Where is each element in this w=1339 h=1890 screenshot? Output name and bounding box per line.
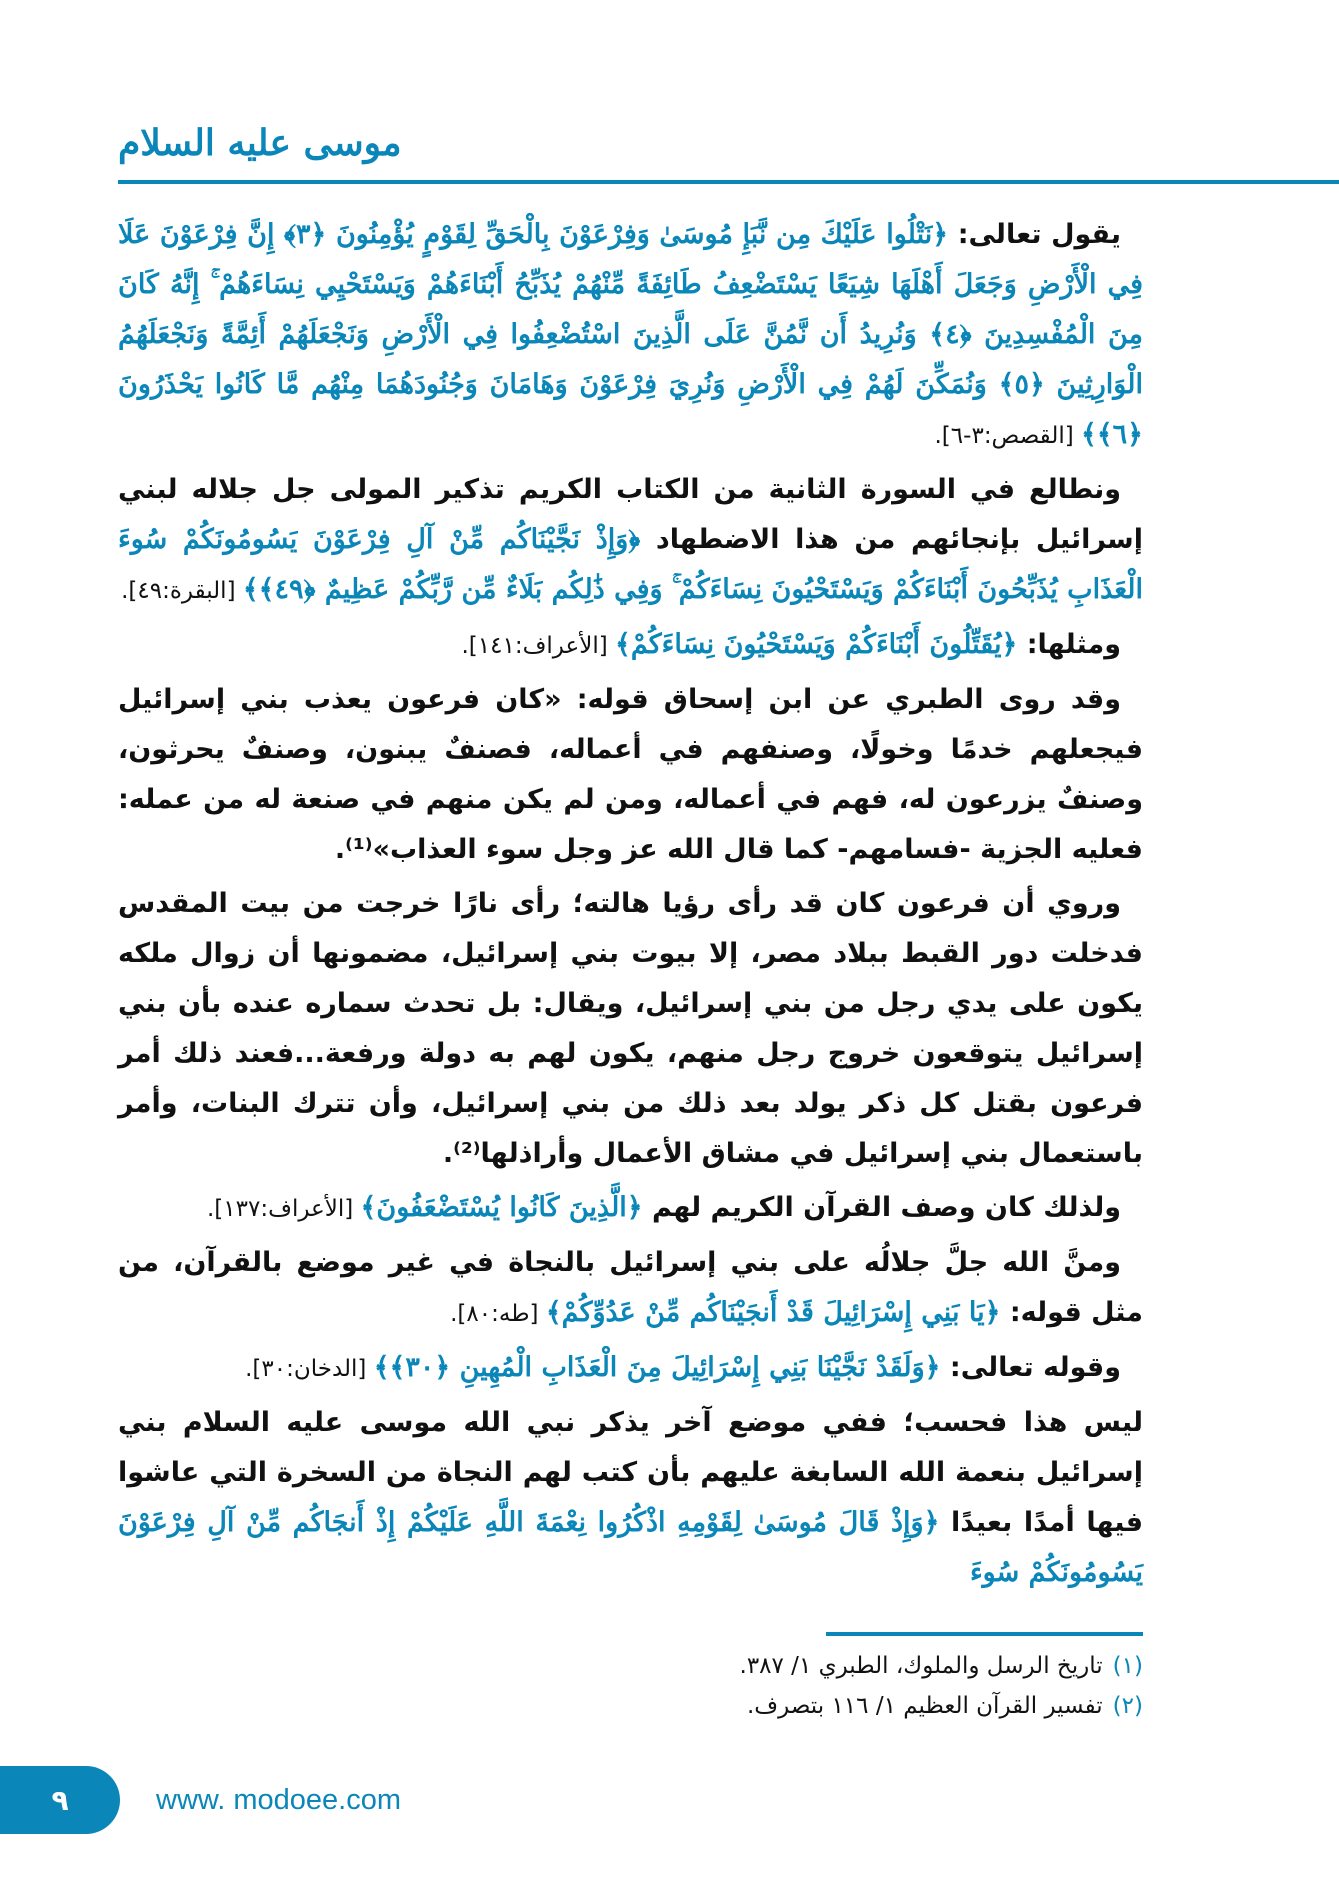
running-header-title: موسى عليه السلام — [118, 122, 402, 164]
verse-reference: [البقرة:٤٩]. — [121, 578, 243, 604]
quran-verse: ﴿الَّذِينَ كَانُوا يُسْتَضْعَفُونَ﴾ — [360, 1192, 643, 1223]
verse-reference: [الدخان:٣٠]. — [245, 1356, 374, 1382]
footnote-number: (١) — [1112, 1653, 1143, 1679]
paragraph — [118, 1238, 1143, 1339]
footnote-1 — [118, 1646, 1143, 1686]
body-text — [118, 210, 1143, 1602]
quran-verse: ﴿يُقَتِّلُونَ أَبْنَاءَكُمْ وَيَسْتَحْيُونَ نِسَاءَكُمْ﴾ — [615, 629, 1018, 660]
paragraph — [118, 1343, 1143, 1394]
verse-reference: [الأعراف:١٣٧]. — [207, 1196, 361, 1222]
paragraph — [118, 210, 1143, 461]
paragraph-text: وقوله تعالى: — [940, 1352, 1121, 1383]
quran-verse: ﴿نَتْلُوا عَلَيْكَ مِن نَّبَإِ مُوسَىٰ وَفِرْعَوْنَ بِالْحَقِّ لِقَوْمٍ يُؤْمِنُونَ ﴿٣﴾ إِنَّ فِرْعَوْنَ عَلَا فِي الْأَرْضِ وَجَعَلَ أَهْلَهَا شِيَعًا يَسْتَضْعِفُ طَائِفَةً مِّنْهُمْ يُذَبِّحُ أَبْنَاءَهُمْ وَيَسْتَحْيِي نِسَاءَهُمْ ۚ إِنَّهُ كَانَ مِنَ الْمُفْسِدِينَ ﴿٤﴾ وَنُرِيدُ أَن نَّمُنَّ عَلَى الَّذِينَ اسْتُضْعِفُوا فِي الْأَرْضِ وَنَجْعَلَهُمْ أَئِمَّةً وَنَجْعَلَهُمُ الْوَارِثِينَ ﴿٥﴾ وَنُمَكِّنَ لَهُمْ فِي الْأَرْضِ وَنُرِيَ فِرْعَوْنَ وَهَامَانَ وَجُنُودَهُمَا مِنْهُم مَّا كَانُوا يَحْذَرُونَ ﴿٦﴾﴾ — [118, 219, 1143, 450]
paragraph-text: ونطالع في السورة الثانية من الكتاب الكريم تذكير المولى جل جلاله لبني إسرائيل بإنجائهم من هذا الاضطهاد — [118, 474, 1143, 555]
paragraph-text: ومنَّ الله جلَّ جلالُه على بني إسرائيل بالنجاة في غير موضع بالقرآن، من مثل قوله: — [118, 1247, 1143, 1328]
paragraph — [118, 465, 1143, 616]
footnote-text: تاريخ الرسل والملوك، الطبري ١/ ٣٨٧. — [739, 1653, 1103, 1679]
quran-verse: ﴿يَا بَنِي إِسْرَائِيلَ قَدْ أَنجَيْنَاكُم مِّنْ عَدُوِّكُمْ﴾ — [545, 1297, 1001, 1328]
paragraph-text: ومثلها: — [1017, 629, 1121, 660]
verse-reference: [طه:٨٠]. — [450, 1301, 546, 1327]
paragraph — [118, 1398, 1143, 1598]
paragraph-text: ولذلك كان وصف القرآن الكريم لهم — [642, 1192, 1121, 1223]
footnote-divider — [826, 1632, 1143, 1636]
paragraph — [118, 879, 1143, 1179]
header-divider — [118, 180, 1339, 184]
verse-reference: [القصص:٣-٦]. — [934, 423, 1082, 449]
quran-verse: ﴿وَإِذْ نَجَّيْنَاكُم مِّنْ آلِ فِرْعَوْنَ يَسُومُونَكُمْ سُوءَ الْعَذَابِ يُذَبِّحُونَ أَبْنَاءَكُمْ وَيَسْتَحْيُونَ نِسَاءَكُمْ ۚ وَفِي ذَٰلِكُم بَلَاءٌ مِّن رَّبِّكُمْ عَظِيمٌ ﴿٤٩﴾﴾ — [118, 524, 1143, 605]
footnotes — [118, 1646, 1143, 1726]
quran-verse: ﴿وَلَقَدْ نَجَّيْنَا بَنِي إِسْرَائِيلَ مِنَ الْعَذَابِ الْمُهِينِ ﴿٣٠﴾﴾ — [373, 1352, 941, 1383]
paragraph-text: وقد روى الطبري عن ابن إسحاق قوله: «كان فرعون يعذب بني إسرائيل فيجعلهم خدمًا وخولًا، وصنفهم في أعماله، فصنفٌ يبنون، وصنفٌ يحرثون، وصنفٌ يزرعون له، فهم في أعماله، ومن لم يكن منهم في صنعة له من عمله: فعليه الجزية -فسامهم- كما قال الله عز وجل سوء العذاب»⁽¹⁾. — [118, 684, 1143, 865]
paragraph — [118, 1183, 1143, 1234]
paragraph-text: يقول تعالى: — [948, 219, 1121, 250]
quran-verse: ﴿وَإِذْ قَالَ مُوسَىٰ لِقَوْمِهِ اذْكُرُوا نِعْمَةَ اللَّهِ عَلَيْكُمْ إِذْ أَنجَاكُم مِّنْ آلِ فِرْعَوْنَ يَسُومُونَكُمْ سُوءَ — [118, 1507, 1143, 1588]
paragraph — [118, 620, 1143, 671]
footnote-2 — [118, 1686, 1143, 1726]
paragraph — [118, 675, 1143, 875]
paragraph-text: ليس هذا فحسب؛ ففي موضع آخر يذكر نبي الله موسى عليه السلام بني إسرائيل بنعمة الله السابغة عليهم بأن كتب لهم النجاة من السخرة التي عاشوا فيها أمدًا بعيدًا — [118, 1407, 1144, 1538]
paragraph-text: وروي أن فرعون كان قد رأى رؤيا هالته؛ رأى نارًا خرجت من بيت المقدس فدخلت دور القبط ببلاد مصر، إلا بيوت بني إسرائيل، مضمونها أن زوال ملكه يكون على يدي رجل من بني إسرائيل، ويقال: بل تحدث سماره عنده بأن بني إسرائيل يتوقعون خروج رجل منهم، يكون لهم به دولة ورفعة...فعند ذلك أمر فرعون بقتل كل ذكر يولد بعد ذلك من بني إسرائيل، وأن تترك البنات، وأمر باستعمال بني إسرائيل في مشاق الأعمال وأراذلها⁽²⁾. — [118, 888, 1143, 1169]
page-number: ٩ — [0, 1766, 120, 1834]
footnote-text: تفسير القرآن العظيم ١/ ١١٦ بتصرف. — [747, 1693, 1103, 1719]
verse-reference: [الأعراف:١٤١]. — [461, 633, 616, 659]
page-footer — [0, 1736, 1339, 1890]
footnote-number: (٢) — [1112, 1693, 1143, 1719]
website-link[interactable]: www. modoee.com — [156, 1783, 401, 1816]
